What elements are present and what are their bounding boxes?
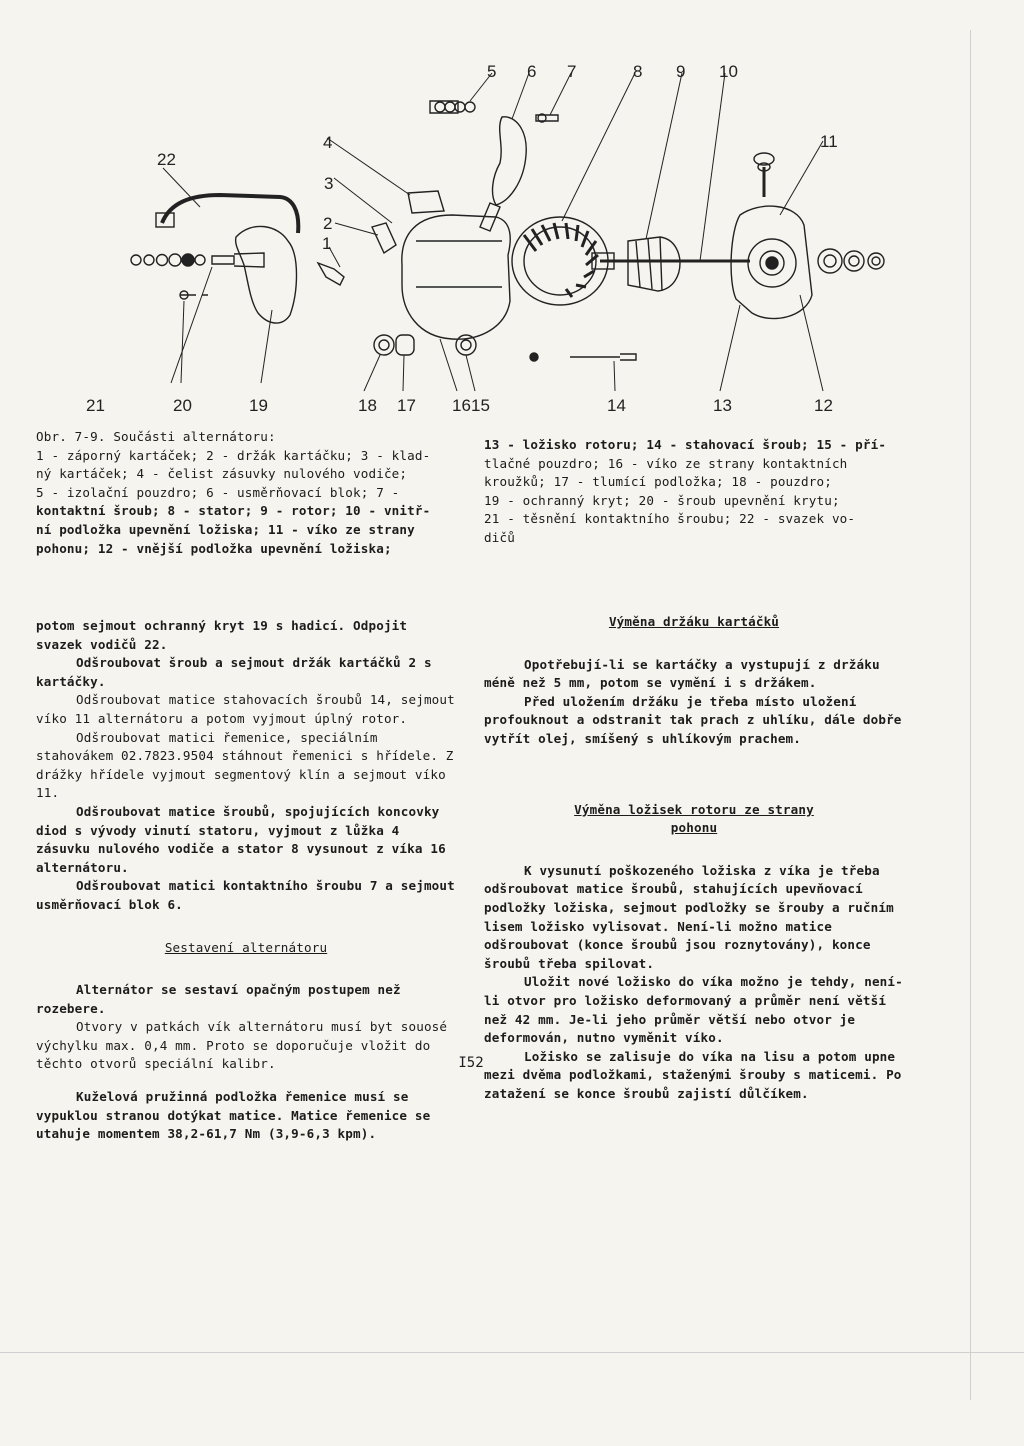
section-heading: Výměna ložisek rotoru ze strany pohonu	[574, 801, 814, 836]
washers-row-right	[818, 249, 884, 273]
caption-line: 5 - izolační pouzdro; 6 - usměrňovací blok; 7 -	[36, 484, 400, 500]
left-text-column	[36, 617, 456, 1144]
caption-line: 13 - ložisko rotoru; 14 - stahovací šroub; 15 - pří-	[484, 437, 887, 452]
callout-11: 11	[820, 132, 838, 151]
page-edge-line	[970, 30, 971, 1400]
wire-harness-22	[162, 195, 298, 233]
caption-line: pohonu; 12 - vnější podložka upevnění ložiska;	[36, 540, 392, 556]
rectifier-washers	[435, 102, 475, 112]
caption-line: kontaktní šroub; 8 - stator; 9 - rotor; 10 - vnitř-	[36, 503, 431, 519]
paragraph: Odšroubovat matice stahovacích šroubů 14, sejmout víko 11 alternátoru a potom vyjmout úplný rotor.	[36, 692, 455, 726]
paragraph: Kuželová pružinná podložka řemenice musí se vypuklou stranou dotýkat matice. Matice řemenice se utahuje momentem 38,2-61,7 Nm (3,9-6,3 kpm).	[36, 1089, 431, 1142]
brush-holder-2	[372, 223, 396, 253]
leader-lines	[163, 73, 823, 391]
paragraph: K vysunutí poškozeného ložiska z víka je třeba odšroubovat matice šroubů, stahujících upevňovací podložky ložiska, sejmout podložky se šrouby a ručním lisem ložisko vylisovat. Není-li možno matice odšroubovat (konce šroubů jsou roznytovány), konce šroubů třeba spilovat.	[484, 862, 894, 971]
caption-line: ní podložka upevnění ložiska; 11 - víko ze strany	[36, 521, 415, 537]
callout-18: 18	[358, 396, 377, 415]
washers-row-left	[131, 254, 205, 266]
diagram-drawing	[131, 73, 884, 391]
paragraph: Odšroubovat matice šroubů, spojujících koncovky diod s vývody vinutí statoru, vyjmout z lůžka 4 zásuvku nulového vodiče a stator 8 vysunout z víka 16 alternátoru.	[36, 803, 446, 875]
caption-line: ný kartáček; 4 - čelist zásuvky nulového vodiče;	[36, 466, 408, 482]
caption-line: Obr. 7-9. Součásti alternátoru:	[36, 429, 276, 444]
paragraph: Uložit nové ložisko do víka možno je tehdy, není-li otvor pro ložisko deformovaný a průměr není větší než 42 mm. Je-li jeho průměr větší nebo otvor je deformován, nutno vyměnit víko.	[484, 974, 903, 1046]
callout-4: 4	[323, 133, 333, 152]
section-heading: Výměna držáku kartáčků	[608, 614, 780, 629]
section-heading: Sestavení alternátoru	[164, 939, 328, 955]
callout-2: 2	[323, 214, 333, 233]
right-text-column	[484, 613, 904, 1103]
contact-bolt	[212, 253, 264, 267]
figure-caption-right	[484, 436, 904, 548]
paragraph: Odšroubovat matici řemenice, speciálním stahovákem 02.7823.9504 stáhnout řemenici s hřídele. Z drážky hřídele vyjmout segmentový klín a sejmout víko 11.	[36, 729, 454, 801]
callout-10: 10	[719, 62, 738, 81]
stator-8	[512, 217, 608, 305]
figure-caption-left	[36, 428, 456, 558]
callout-20: 20	[173, 396, 192, 415]
paragraph: potom sejmout ochranný kryt 19 s hadicí. Odpojit svazek vodičů 22.	[36, 618, 408, 652]
neutral-socket-4	[408, 191, 444, 213]
callout-22: 22	[157, 150, 176, 169]
callout-16: 16	[452, 396, 471, 415]
callout-6: 6	[527, 62, 537, 81]
paragraph: Odšroubovat šroub a sejmout držák kartáčků 2 s kartáčky.	[36, 655, 432, 689]
callout-3: 3	[324, 174, 334, 193]
callout-1: 1	[322, 234, 332, 253]
callout-7: 7	[567, 62, 577, 81]
caption-line: 1 - záporný kartáček; 2 - držák kartáčku; 3 - klad-	[36, 447, 431, 463]
callout-19: 19	[249, 396, 268, 415]
caption-line: tlačné pouzdro; 16 - víko ze strany kontaktních	[484, 455, 848, 471]
paragraph: Opotřebují-li se kartáčky a vystupují z držáku méně než 5 mm, potom se vymění i s držákem.	[484, 656, 880, 691]
callout-14: 14	[607, 396, 626, 415]
caption-line: dičů	[484, 529, 515, 545]
callout-15: 15	[471, 396, 490, 415]
caption-line: 21 - těsnění kontaktního šroubu; 22 - svazek vo-	[484, 511, 856, 527]
paragraph: Odšroubovat matici kontaktního šroubu 7 a sejmout usměrňovací blok 6.	[36, 878, 455, 912]
rectifier-block-6	[493, 117, 527, 205]
callout-13: 13	[713, 396, 732, 415]
page-bottom-edge	[0, 1352, 1024, 1353]
callout-17: 17	[397, 396, 416, 415]
callout-12: 12	[814, 396, 833, 415]
protective-cover-19	[236, 226, 297, 323]
paragraph: Alternátor se sestaví opačným postupem než rozebere.	[36, 982, 401, 1016]
caption-line: kroužků; 17 - tlumící podložka; 18 - pouzdro;	[484, 474, 832, 490]
through-bolt-14	[570, 354, 636, 360]
paragraph: Otvory v patkách vík alternátoru musí byt souosé výchylku max. 0,4 mm. Proto se doporučuje vložit do těchto otvorů speciální kalibr.	[36, 1019, 448, 1072]
caption-line: 19 - ochranný kryt; 20 - šroub upevnění krytu;	[484, 492, 840, 508]
callout-8: 8	[633, 62, 643, 81]
slip-ring-cover-16	[402, 215, 510, 339]
page-number: I52	[458, 1055, 484, 1071]
alternator-exploded-diagram	[86, 55, 890, 415]
paragraph: Ložisko se zalisuje do víka na lisu a potom upne mezi dvěma podložkami, staženými šrouby s maticemi. Po zatažení se konce šroubů zajistí důlčíkem.	[484, 1048, 902, 1101]
callout-21: 21	[86, 396, 105, 415]
sleeves	[374, 335, 476, 355]
paragraph: Před uložením držáku je třeba místo uložení profouknout a odstranit tak prach z uhlíku, dále dobře vytřít olej, smíšený s uhlíkovým prachem.	[484, 693, 902, 746]
callout-numbers	[86, 62, 838, 415]
callout-9: 9	[676, 62, 686, 81]
callout-5: 5	[487, 62, 497, 81]
